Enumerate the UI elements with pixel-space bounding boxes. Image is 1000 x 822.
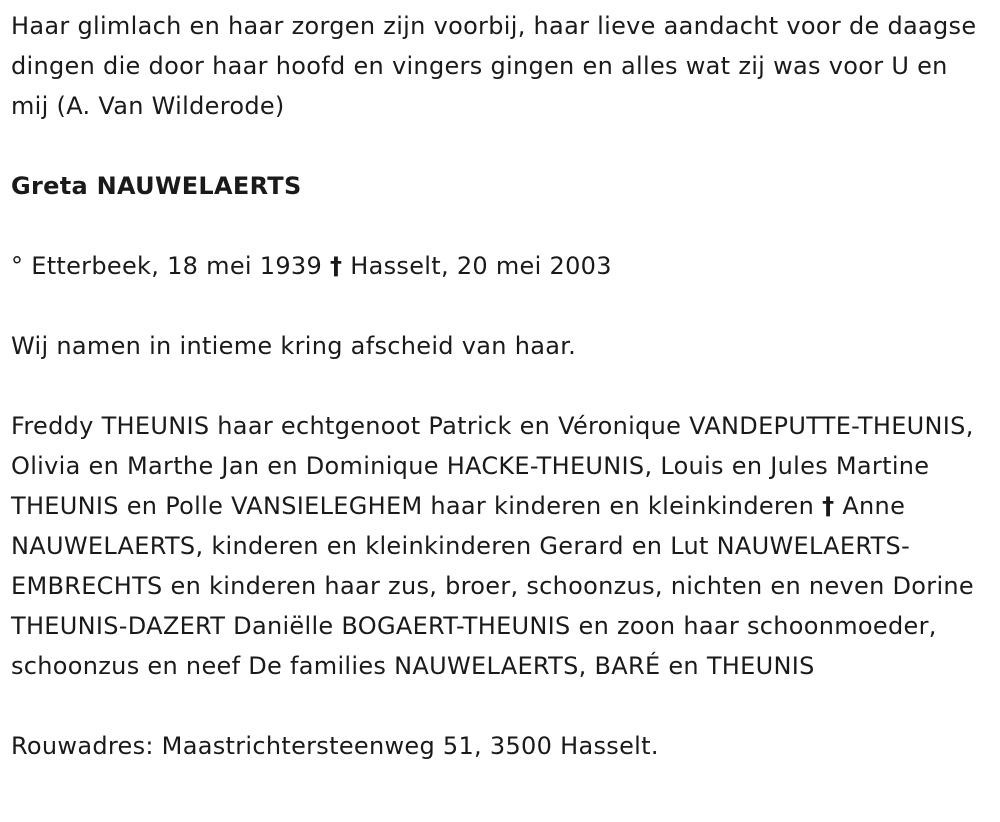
farewell-paragraph: Wij namen in intieme kring afscheid van haar. (11, 332, 577, 360)
obituary-document (11, 6, 993, 766)
dates-line (11, 246, 993, 286)
cross-icon: † (330, 252, 343, 280)
family-text-part1: Freddy THEUNIS haar echtgenoot Patrick en Véronique VANDEPUTTE-THEUNIS, Olivia en Marthe Jan en Dominique HACKE-THEUNIS, Louis en Jules Martine THEUNIS en Polle VANSIELEGHEM haar kinderen en kleinkinderen (11, 412, 974, 520)
death-text: Hasselt, 20 mei 2003 (350, 252, 612, 280)
birth-text: ° Etterbeek, 18 mei 1939 (11, 252, 323, 280)
family-paragraph (11, 406, 993, 686)
address-paragraph: Rouwadres: Maastrichtersteenweg 51, 3500 Hasselt. (11, 732, 659, 760)
deceased-name: Greta NAUWELAERTS (11, 172, 302, 200)
family-text-part2: Anne NAUWELAERTS, kinderen en kleinkinderen Gerard en Lut NAUWELAERTS-EMBRECHTS en kinderen haar zus, broer, schoonzus, nichten en neven Dorine THEUNIS-DAZERT Daniëlle BOGAERT-THEUNIS en zoon haar schoonmoeder, schoonzus en neef De families NAUWELAERTS, BARÉ en THEUNIS (11, 492, 974, 680)
cross-icon: † (822, 492, 835, 520)
poem-paragraph: Haar glimlach en haar zorgen zijn voorbij, haar lieve aandacht voor de daagse dingen die door haar hoofd en vingers gingen en alles wat zij was voor U en mij (A. Van Wilderode) (11, 12, 977, 120)
